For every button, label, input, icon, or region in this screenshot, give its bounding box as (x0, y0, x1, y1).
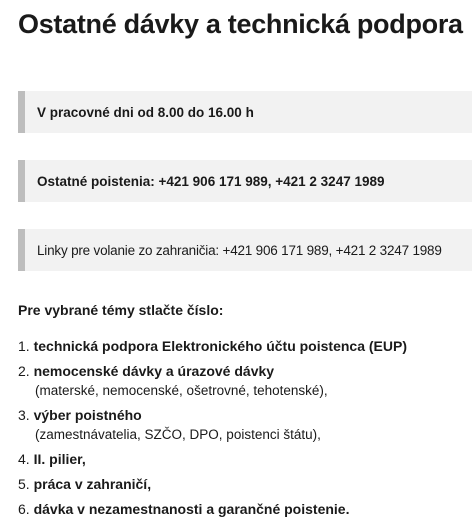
menu-item-detail: (zamestnávatelia, SZČO, DPO, poistenci štátu), (35, 427, 321, 442)
menu-list (18, 337, 474, 519)
menu-item-6 (18, 500, 474, 519)
other-insurance-text: Ostatné poistenia: +421 906 171 989, +421 2 3247 1989 (37, 173, 385, 189)
menu-item-number: 5. (18, 476, 30, 492)
abroad-lines-text: Linky pre volanie zo zahraničia: +421 906 171 989, +421 2 3247 1989 (37, 242, 442, 258)
menu-item-detail: (materské, nemocenské, ošetrovné, tehotenské), (35, 383, 328, 398)
menu-item-number: 4. (18, 451, 30, 467)
hours-text: V pracovné dni od 8.00 do 16.00 h (37, 104, 254, 120)
menu-item-3 (18, 406, 474, 444)
menu-item-number: 1. (18, 338, 30, 354)
menu-item-5 (18, 475, 474, 494)
menu-item-label: výber poistného (33, 407, 142, 423)
menu-item-number: 3. (18, 407, 30, 423)
menu-item-1 (18, 337, 474, 356)
menu-item-label: nemocenské dávky a úrazové dávky (33, 363, 275, 379)
menu-item-number: 6. (18, 501, 30, 517)
menu-item-4 (18, 450, 474, 469)
menu-item-label: dávka v nezamestnanosti a garančné poistenie. (33, 501, 350, 517)
menu-item-number: 2. (18, 363, 30, 379)
menu-item-label: práca v zahraničí, (33, 476, 152, 492)
other-insurance-box (18, 160, 472, 202)
page-title: Ostatné dávky a technická podpora (18, 9, 463, 39)
menu-item-label: technická podpora Elektronického účtu poistenca (EUP) (33, 338, 407, 354)
hours-box (18, 91, 472, 133)
menu-heading: Pre vybrané témy stlačte číslo: (18, 302, 224, 318)
menu-item-2 (18, 362, 474, 400)
menu-item-label: II. pilier, (33, 451, 86, 467)
abroad-lines-box (18, 229, 472, 271)
